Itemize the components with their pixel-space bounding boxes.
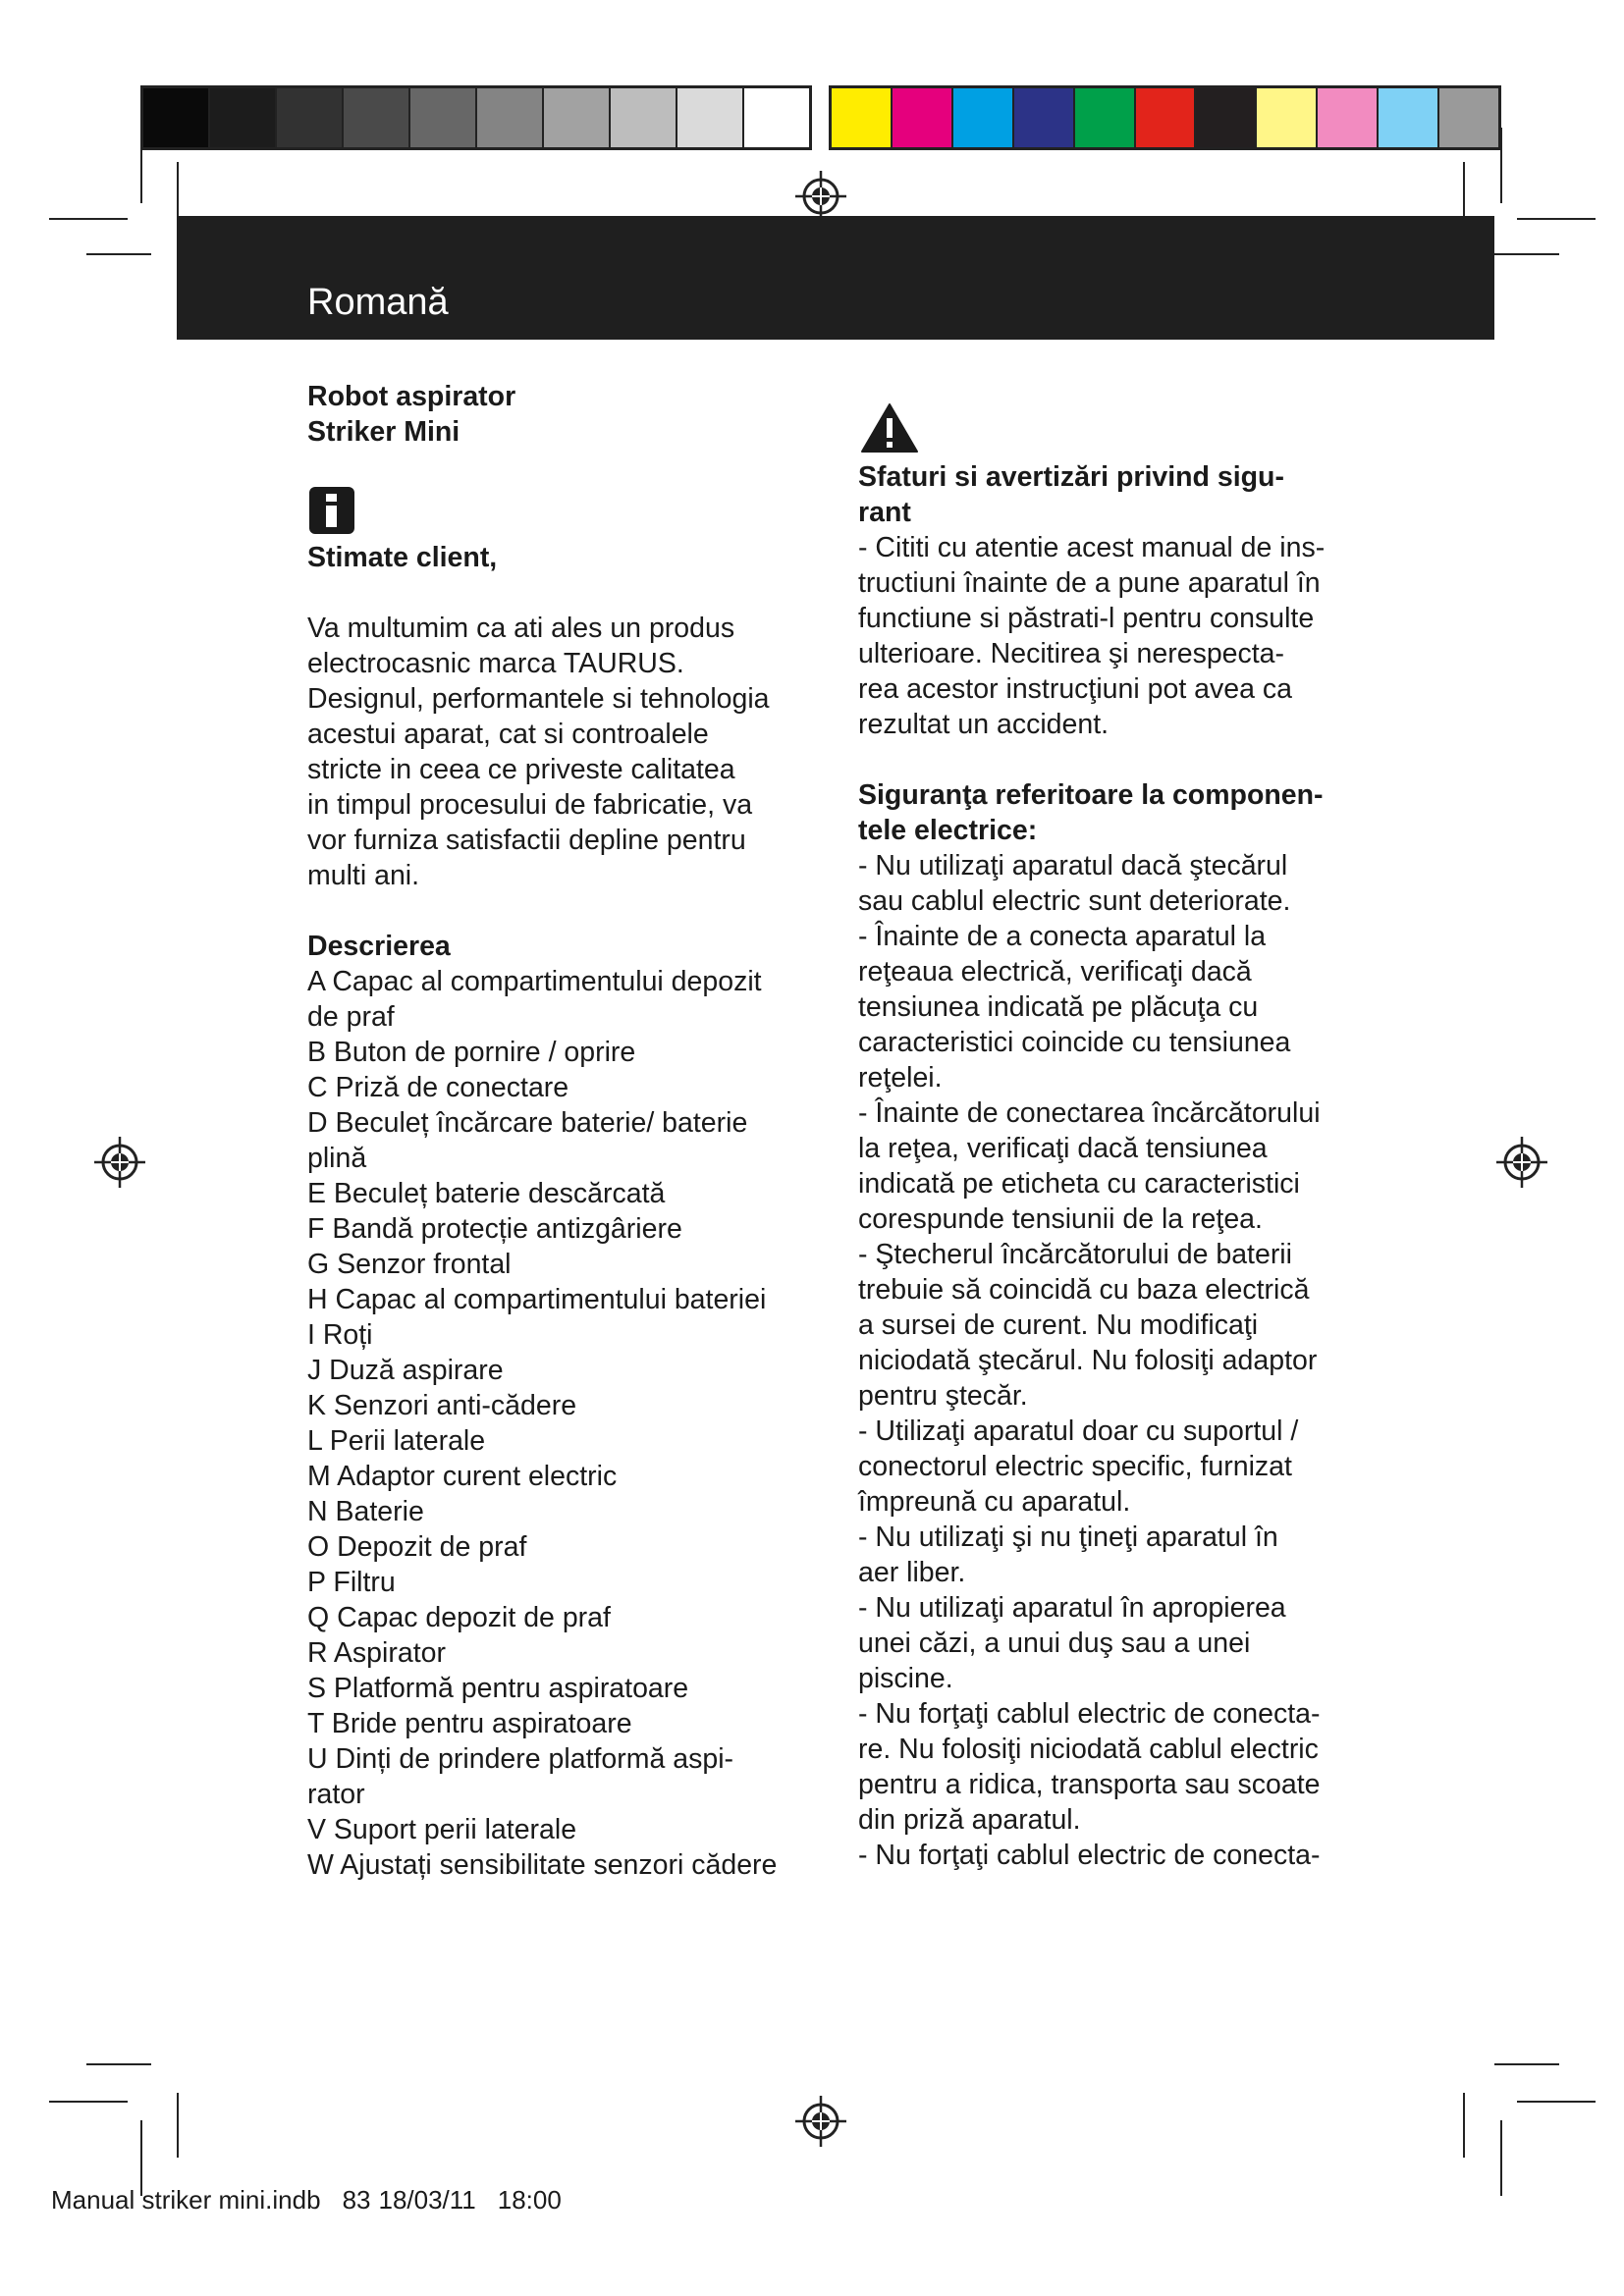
- page-title: Romană: [307, 282, 449, 323]
- color-swatch: [611, 88, 677, 147]
- description-list: [307, 964, 838, 1883]
- color-swatch: [1257, 88, 1318, 147]
- intro-line: stricte in ceea ce priveste calitatea: [307, 754, 735, 785]
- safety-intro-line: - Cititi cu atentie acest manual de ins-: [858, 532, 1326, 563]
- electrical-safety-line: - Nu utilizaţi aparatul dacă ştecărul: [858, 850, 1288, 881]
- description-item: L Perii laterale: [307, 1425, 486, 1457]
- electrical-safety-line: a sursei de curent. Nu modificaţi: [858, 1309, 1259, 1341]
- electrical-safety-line: - Înainte de a conecta aparatul la: [858, 921, 1267, 952]
- description-heading: Descrierea: [307, 931, 451, 962]
- color-swatch: [1318, 88, 1379, 147]
- description-item: Q Capac depozit de praf: [307, 1602, 611, 1633]
- color-swatch: [1379, 88, 1439, 147]
- safety-heading: Sfaturi si avertizări privind sigu-: [858, 461, 1284, 493]
- info-icon: [307, 485, 358, 536]
- intro-paragraph: [307, 611, 838, 893]
- slug-filename: Manual striker mini.indb: [51, 2185, 321, 2215]
- color-swatch: [277, 88, 344, 147]
- safety-intro-paragraph: [858, 530, 1369, 742]
- intro-line: acestui aparat, cat si controalele: [307, 719, 709, 750]
- left-column: [307, 379, 838, 1883]
- intro-line: Designul, performantele si tehnologia: [307, 683, 770, 715]
- color-swatch: [744, 88, 809, 147]
- slug-page: 83: [342, 2185, 371, 2215]
- crop-mark: [86, 2063, 151, 2065]
- right-column: [858, 402, 1369, 1873]
- electrical-safety-line: corespunde tensiunii de la reţea.: [858, 1203, 1263, 1235]
- registration-target-icon: [795, 2096, 846, 2147]
- electrical-safety-line: aer liber.: [858, 1557, 966, 1588]
- crop-mark: [1517, 218, 1596, 220]
- intro-line: electrocasnic marca TAURUS.: [307, 648, 684, 679]
- description-item: G Senzor frontal: [307, 1249, 512, 1280]
- electrical-safety-list: [858, 848, 1369, 1873]
- color-swatch: [477, 88, 544, 147]
- color-swatch: [1075, 88, 1136, 147]
- color-swatch: [210, 88, 277, 147]
- electrical-safety-line: caracteristici coincide cu tensiunea: [858, 1027, 1291, 1058]
- color-swatch: [1196, 88, 1257, 147]
- description-item: S Platformă pentru aspiratoare: [307, 1673, 689, 1704]
- color-swatch: [832, 88, 893, 147]
- color-swatch: [677, 88, 744, 147]
- electrical-heading: Siguranţa referitoare la componen-: [858, 779, 1324, 811]
- registration-target-icon: [94, 1137, 145, 1188]
- electrical-safety-line: - Nu utilizaţi aparatul în apropierea: [858, 1592, 1286, 1624]
- color-swatch: [953, 88, 1014, 147]
- language-header: [177, 216, 1494, 340]
- electrical-safety-line: - Nu forţaţi cablul electric de conecta-: [858, 1698, 1321, 1730]
- color-swatch: [1439, 88, 1498, 147]
- intro-line: vor furniza satisfactii depline pentru: [307, 825, 746, 856]
- description-item: F Bandă protecție antizgâriere: [307, 1213, 682, 1245]
- electrical-safety-line: împreună cu aparatul.: [858, 1486, 1131, 1518]
- electrical-safety-line: - Utilizaţi aparatul doar cu suportul /: [858, 1415, 1299, 1447]
- electrical-safety-line: re. Nu folosiţi niciodată cablul electric: [858, 1734, 1319, 1765]
- electrical-safety-line: indicată pe eticheta cu caracteristici: [858, 1168, 1300, 1200]
- intro-line: Va multumim ca ati ales un produs: [307, 613, 735, 644]
- safety-heading: rant: [858, 497, 911, 528]
- color-swatch: [1136, 88, 1197, 147]
- crop-mark: [177, 2093, 179, 2158]
- crop-mark: [86, 253, 151, 255]
- crop-mark: [1500, 2120, 1502, 2196]
- intro-line: in timpul procesului de fabricatie, va: [307, 789, 753, 821]
- electrical-safety-line: - Ştecherul încărcătorului de baterii: [858, 1239, 1292, 1270]
- intro-line: multi ani.: [307, 860, 420, 891]
- description-item: W Ajustați sensibilitate senzori cădere: [307, 1849, 778, 1881]
- description-item: I Roți: [307, 1319, 373, 1351]
- color-swatch: [143, 88, 210, 147]
- description-item: A Capac al compartimentului depozit: [307, 966, 762, 997]
- crop-mark: [49, 2101, 128, 2103]
- crop-mark: [177, 162, 179, 221]
- crop-mark: [1463, 2093, 1465, 2158]
- electrical-safety-line: unei căzi, a unui duş sau a unei: [858, 1628, 1251, 1659]
- safety-intro-line: functiune si păstrati-l pentru consulte: [858, 603, 1315, 634]
- description-item: J Duză aspirare: [307, 1355, 504, 1386]
- description-item: D Beculeț încărcare baterie/ baterie: [307, 1107, 748, 1139]
- electrical-safety-line: niciodată ştecărul. Nu folosiţi adaptor: [858, 1345, 1318, 1376]
- electrical-safety-line: conectorul electric specific, furnizat: [858, 1451, 1292, 1482]
- crop-mark: [49, 218, 128, 220]
- crop-mark: [1500, 128, 1502, 203]
- process-color-bar: [829, 85, 1501, 150]
- description-item: K Senzori anti-cădere: [307, 1390, 577, 1421]
- safety-intro-line: rezultat un accident.: [858, 709, 1110, 740]
- slug-date: 18/03/11: [378, 2185, 476, 2215]
- electrical-safety-line: trebuie să coincidă cu baza electrică: [858, 1274, 1310, 1306]
- crop-mark: [1494, 2063, 1559, 2065]
- slug-time: 18:00: [497, 2185, 562, 2215]
- description-item: plină: [307, 1143, 367, 1174]
- color-swatch: [544, 88, 611, 147]
- safety-intro-line: ulterioare. Necitirea şi nerespecta-: [858, 638, 1285, 669]
- electrical-safety-line: pentru ştecăr.: [858, 1380, 1028, 1412]
- description-item: C Priză de conectare: [307, 1072, 569, 1103]
- description-item: H Capac al compartimentului bateriei: [307, 1284, 767, 1315]
- description-item: R Aspirator: [307, 1637, 446, 1669]
- description-item: N Baterie: [307, 1496, 424, 1527]
- electrical-safety-line: reţeaua electrică, verificaţi dacă: [858, 956, 1252, 988]
- electrical-safety-line: sau cablul electric sunt deteriorate.: [858, 885, 1291, 917]
- crop-mark: [140, 128, 142, 203]
- description-item: B Buton de pornire / oprire: [307, 1037, 636, 1068]
- description-item: O Depozit de praf: [307, 1531, 527, 1563]
- product-title-line: Striker Mini: [307, 416, 460, 448]
- greeting: Stimate client,: [307, 542, 498, 573]
- registration-target-icon: [795, 171, 846, 222]
- electrical-safety-line: - Înainte de conectarea încărcătorului: [858, 1097, 1321, 1129]
- product-title-line: Robot aspirator: [307, 381, 516, 412]
- description-item: de praf: [307, 1001, 395, 1033]
- description-item: M Adaptor curent electric: [307, 1461, 618, 1492]
- electrical-safety-line: piscine.: [858, 1663, 953, 1694]
- warning-icon: [860, 402, 919, 454]
- description-item: V Suport perii laterale: [307, 1814, 577, 1845]
- color-swatch: [1014, 88, 1075, 147]
- electrical-heading: tele electrice:: [858, 815, 1038, 846]
- registration-target-icon: [1496, 1137, 1547, 1188]
- description-item: P Filtru: [307, 1567, 396, 1598]
- grayscale-color-bar: [140, 85, 812, 150]
- electrical-safety-line: din priză aparatul.: [858, 1804, 1081, 1836]
- electrical-safety-line: tensiunea indicată pe plăcuţa cu: [858, 991, 1259, 1023]
- electrical-safety-line: - Nu utilizaţi şi nu ţineţi aparatul în: [858, 1522, 1278, 1553]
- color-swatch: [410, 88, 477, 147]
- crop-mark: [1494, 253, 1559, 255]
- color-swatch: [344, 88, 410, 147]
- safety-intro-line: tructiuni înainte de a pune aparatul în: [858, 567, 1321, 599]
- description-item: T Bride pentru aspiratoare: [307, 1708, 632, 1739]
- electrical-safety-line: pentru a ridica, transporta sau scoate: [858, 1769, 1321, 1800]
- electrical-safety-line: - Nu forţaţi cablul electric de conecta-: [858, 1840, 1321, 1871]
- electrical-safety-line: reţelei.: [858, 1062, 943, 1094]
- electrical-safety-line: la reţea, verificaţi dacă tensiunea: [858, 1133, 1268, 1164]
- color-swatch: [893, 88, 953, 147]
- safety-intro-line: rea acestor instrucţiuni pot avea ca: [858, 673, 1292, 705]
- crop-mark: [1517, 2101, 1596, 2103]
- description-item: rator: [307, 1779, 365, 1810]
- print-slug: [51, 2184, 583, 2216]
- description-item: U Dinți de prindere platformă aspi-: [307, 1743, 734, 1775]
- description-item: E Beculeț baterie descărcată: [307, 1178, 666, 1209]
